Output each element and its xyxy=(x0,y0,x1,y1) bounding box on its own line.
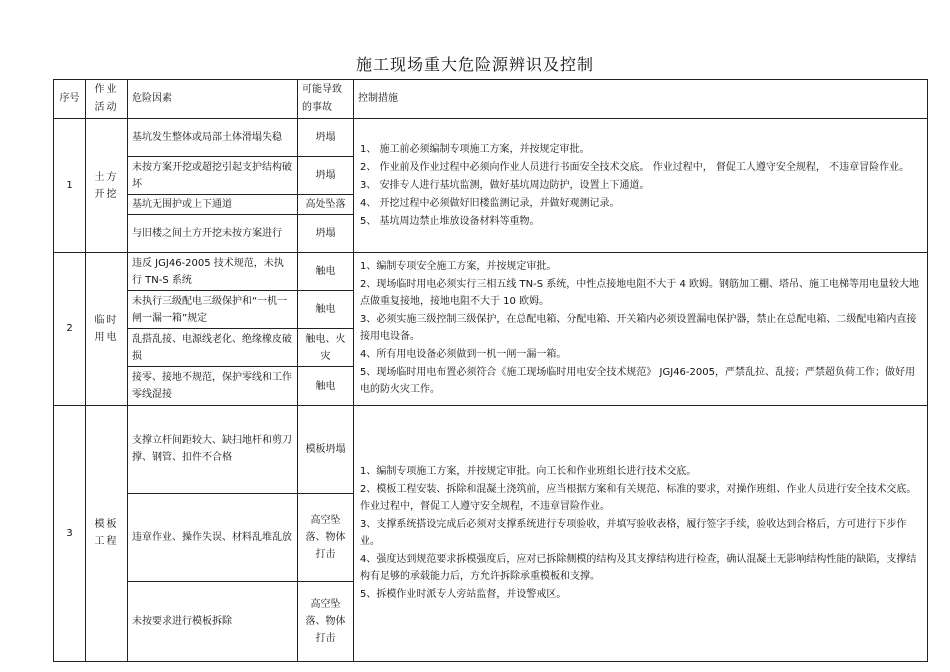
hazard-cell: 未按要求进行模板拆除 xyxy=(128,581,298,661)
hazard-cell: 基坑无围护或上下通道 xyxy=(128,195,298,215)
accident-cell: 触电、火灾 xyxy=(298,329,354,367)
hazard-cell: 未按方案开挖或超挖引起支护结构破坏 xyxy=(128,157,298,195)
accident-cell: 坍塌 xyxy=(298,119,354,157)
measure-item: 2、 作业前及作业过程中必须向作业人员进行书面安全技术交底。 作业过程中， 督促工人遵守安全规程， 不违章冒险作业。 xyxy=(360,161,910,173)
hazard-cell: 支撑立杆间距较大、缺扫地杆和剪刀撑、钢管、扣件不合格 xyxy=(128,405,298,493)
header-accident: 可能导致的事故 xyxy=(298,80,354,119)
measure-item: 2、现场临时用电必须实行三相五线 TN-S 系统，中性点接地电阻不大于 4 欧姆。钢筋加工棚、塔吊、施工电梯等用电量较大地点做重复接地，接地电阻不大于 10 欧姆。 xyxy=(360,279,919,308)
group-seq: 1 xyxy=(54,119,86,253)
header-hazard: 危险因素 xyxy=(128,80,298,119)
measure-item: 1、编制专项施工方案，并按规定审批。向工长和作业班组长进行技术交底。 xyxy=(360,465,697,477)
measure-item: 4、所有用电设备必须做到一机一闸一漏一箱。 xyxy=(360,349,567,361)
group-activity: 模板工程 xyxy=(86,405,128,661)
measures-cell xyxy=(354,253,928,405)
measure-item: 4、 开挖过程中必须做好旧楼监测记录，并做好观测记录。 xyxy=(360,197,620,209)
measures-cell xyxy=(354,119,928,253)
table-header-row xyxy=(54,80,928,119)
group-activity: 临时用电 xyxy=(86,253,128,405)
table-row xyxy=(54,119,928,157)
page-title: 施工现场重大危险源辨识及控制 xyxy=(355,55,594,74)
measures-cell xyxy=(354,405,928,661)
accident-cell: 坍塌 xyxy=(298,215,354,253)
measure-item: 3、支撑系统搭设完成后必须对支撑系统进行专项验收，并填写验收表格，履行签字手续，验收达到合格后，方可进行下步作业。 xyxy=(360,518,907,547)
group-seq: 2 xyxy=(54,253,86,405)
header-seq: 序号 xyxy=(54,80,86,119)
hazard-cell: 未执行三级配电三级保护和“一机一闸一漏一箱”规定 xyxy=(128,291,298,329)
table-row xyxy=(54,405,928,493)
measure-item: 4、强度达到规范要求拆模强度后，应对已拆除侧模的结构及其支撑结构进行检查，确认混凝土无影响结构性能的缺陷，支撑结构有足够的承载能力后，方允许拆除承重模板和支撑。 xyxy=(360,553,917,582)
measure-item: 2、模板工程安装、拆除和混凝土浇筑前，应当根据方案和有关规范、标准的要求，对操作班组、作业人员进行安全技术交底。作业过程中，督促工人遵守安全规程，不违章冒险作业。 xyxy=(360,483,917,512)
header-activity: 作业活动 xyxy=(86,80,128,119)
measure-item: 1、编制专项安全施工方案，并按规定审批。 xyxy=(360,261,557,273)
accident-cell: 模板坍塌 xyxy=(298,405,354,493)
accident-cell: 触电 xyxy=(298,367,354,405)
accident-cell: 坍塌 xyxy=(298,157,354,195)
accident-cell: 高处坠落 xyxy=(298,195,354,215)
measure-item: 5、现场临时用电布置必须符合《施工现场临时用电安全技术规范》 JGJ46-2005，严禁乱拉、乱接；严禁超负荷工作；做好用电的防火灾工作。 xyxy=(360,367,915,396)
group-activity: 土方开挖 xyxy=(86,119,128,253)
hazard-cell: 乱搭乱接、电源线老化、绝缘橡皮破损 xyxy=(128,329,298,367)
accident-cell: 高空坠落、物体打击 xyxy=(298,493,354,581)
accident-cell: 触电 xyxy=(298,253,354,291)
hazard-cell: 违反 JGJ46-2005 技术规范，未执行 TN-S 系统 xyxy=(128,253,298,291)
accident-cell: 高空坠落、物体打击 xyxy=(298,581,354,661)
measure-item: 5、 基坑周边禁止堆放设备材料等重物。 xyxy=(360,215,540,227)
group-seq: 3 xyxy=(54,405,86,661)
hazard-cell: 与旧楼之间土方开挖未按方案进行 xyxy=(128,215,298,253)
hazard-cell: 接零、接地不规范，保护零线和工作零线混接 xyxy=(128,367,298,405)
hazard-table xyxy=(53,79,928,662)
hazard-cell: 违章作业、操作失误、材料乱堆乱放 xyxy=(128,493,298,581)
measure-item: 3、必须实施三级控制三级保护，在总配电箱、分配电箱、开关箱内必须设置漏电保护器，禁止在总配电箱、二级配电箱内直接接用电设备。 xyxy=(360,314,917,343)
accident-cell: 触电 xyxy=(298,291,354,329)
measure-item: 5、拆模作业时派专人旁站监督，并设警戒区。 xyxy=(360,588,567,600)
measure-item: 3、 安排专人进行基坑监测，做好基坑周边防护，设置上下通道。 xyxy=(360,179,650,191)
hazard-cell: 基坑发生整体或局部土体滑塌失稳 xyxy=(128,119,298,157)
measure-item: 1、 施工前必须编制专项施工方案，并按规定审批。 xyxy=(360,143,590,155)
header-measures: 控制措施 xyxy=(354,80,928,119)
table-row xyxy=(54,253,928,291)
